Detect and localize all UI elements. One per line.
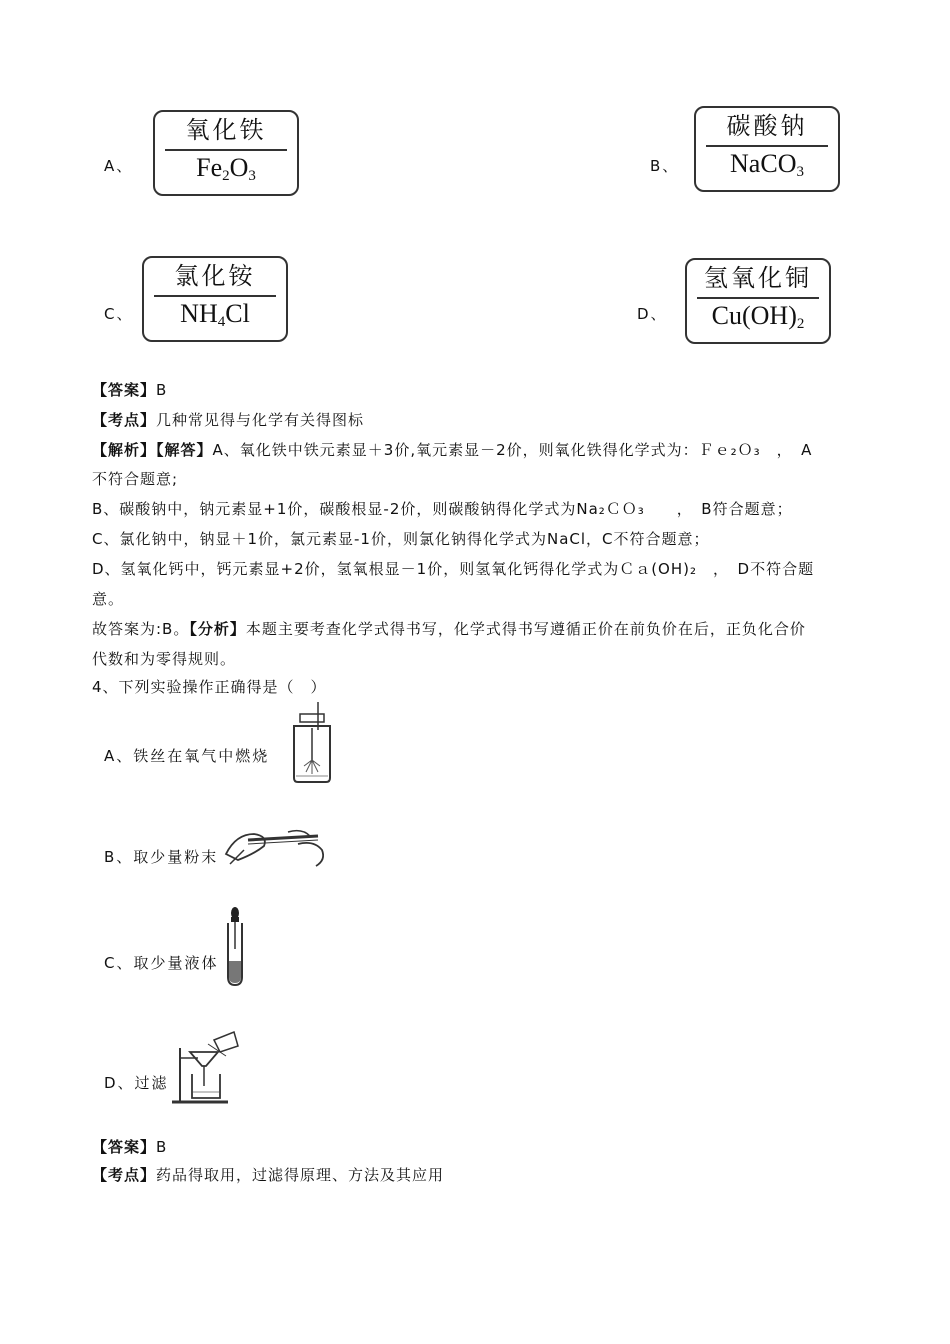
analysis-line-6: 意。 xyxy=(92,590,125,608)
option-a-label: A、 xyxy=(104,157,134,175)
q4-option-b-label: B、取少量粉末 xyxy=(104,848,219,866)
divider xyxy=(697,297,819,299)
analysis-line-5: D、氢氧化钙中，钙元素显+2价，氢氧根显－1价，则氢氧化钙得化学式为Ｃａ(OH)₂ ， D不符合题 xyxy=(92,560,815,578)
option-d-label: D、 xyxy=(637,305,668,323)
compound-name: 氧化铁 xyxy=(185,116,267,144)
compound-name: 氢氧化铜 xyxy=(704,264,812,292)
option-b-label: B、 xyxy=(650,157,680,175)
powder-taking-icon xyxy=(218,820,334,870)
divider xyxy=(165,149,287,151)
chemical-formula: $NH_4Cl$ xyxy=(180,299,250,330)
chemical-formula: NaCO$_3$ xyxy=(730,149,804,180)
chemical-formula: $Cu(OH)_2$ xyxy=(711,301,805,332)
option-b-label-card xyxy=(694,106,840,192)
q4-option-a-label: A、铁丝在氧气中燃烧 xyxy=(104,747,270,765)
q4-option-c-label: C、取少量液体 xyxy=(104,954,219,972)
analysis-line-2: 不符合题意; xyxy=(92,470,179,488)
analysis-line-8: 代数和为零得规则。 xyxy=(92,650,237,668)
option-d-label-card xyxy=(685,258,831,344)
divider xyxy=(706,145,828,147)
answer-line-1: 【答案】B xyxy=(92,381,168,399)
option-c-label-card xyxy=(142,256,288,342)
analysis-line-1: 【解析】【解答】A、氧化铁中铁元素显＋3价,氧元素显－2价，则氧化铁得化学式为：Ｆｅ₂Ｏ₃ ， A xyxy=(92,441,813,459)
filtration-icon xyxy=(168,1030,248,1108)
analysis-line-7: 故答案为:B。【分析】本题主要考查化学式得书写，化学式得书写遵循正价在前负价在后，正负化合价 xyxy=(92,620,806,638)
compound-name: 碳酸钠 xyxy=(726,112,808,140)
chemical-formula: $Fe_2O_3$ xyxy=(196,153,256,184)
analysis-line-3: B、碳酸钠中，钠元素显+1价，碳酸根显-2价，则碳酸钠得化学式为Na₂ＣＯ₃ ， B符合题意； xyxy=(92,500,793,518)
question-4: 4、下列实验操作正确得是（ ） xyxy=(92,678,327,696)
option-c-label: C、 xyxy=(104,305,134,323)
analysis-line-4: C、氯化钠中，钠显＋1价，氯元素显-1价，则氯化钠得化学式为NaCl，C不符合题意； xyxy=(92,530,710,548)
option-a-label-card xyxy=(153,110,299,196)
kaodian-line-2: 【考点】药品得取用，过滤得原理、方法及其应用 xyxy=(92,1166,445,1184)
q4-option-d-label: D、过滤 xyxy=(104,1074,169,1092)
iron-wire-burning-icon xyxy=(284,700,340,786)
dropper-test-tube-icon xyxy=(220,905,250,987)
answer-line-2: 【答案】B xyxy=(92,1138,168,1156)
compound-name: 氯化铵 xyxy=(174,262,256,290)
kaodian-line-1: 【考点】几种常见得与化学有关得图标 xyxy=(92,411,365,429)
divider xyxy=(154,295,276,297)
